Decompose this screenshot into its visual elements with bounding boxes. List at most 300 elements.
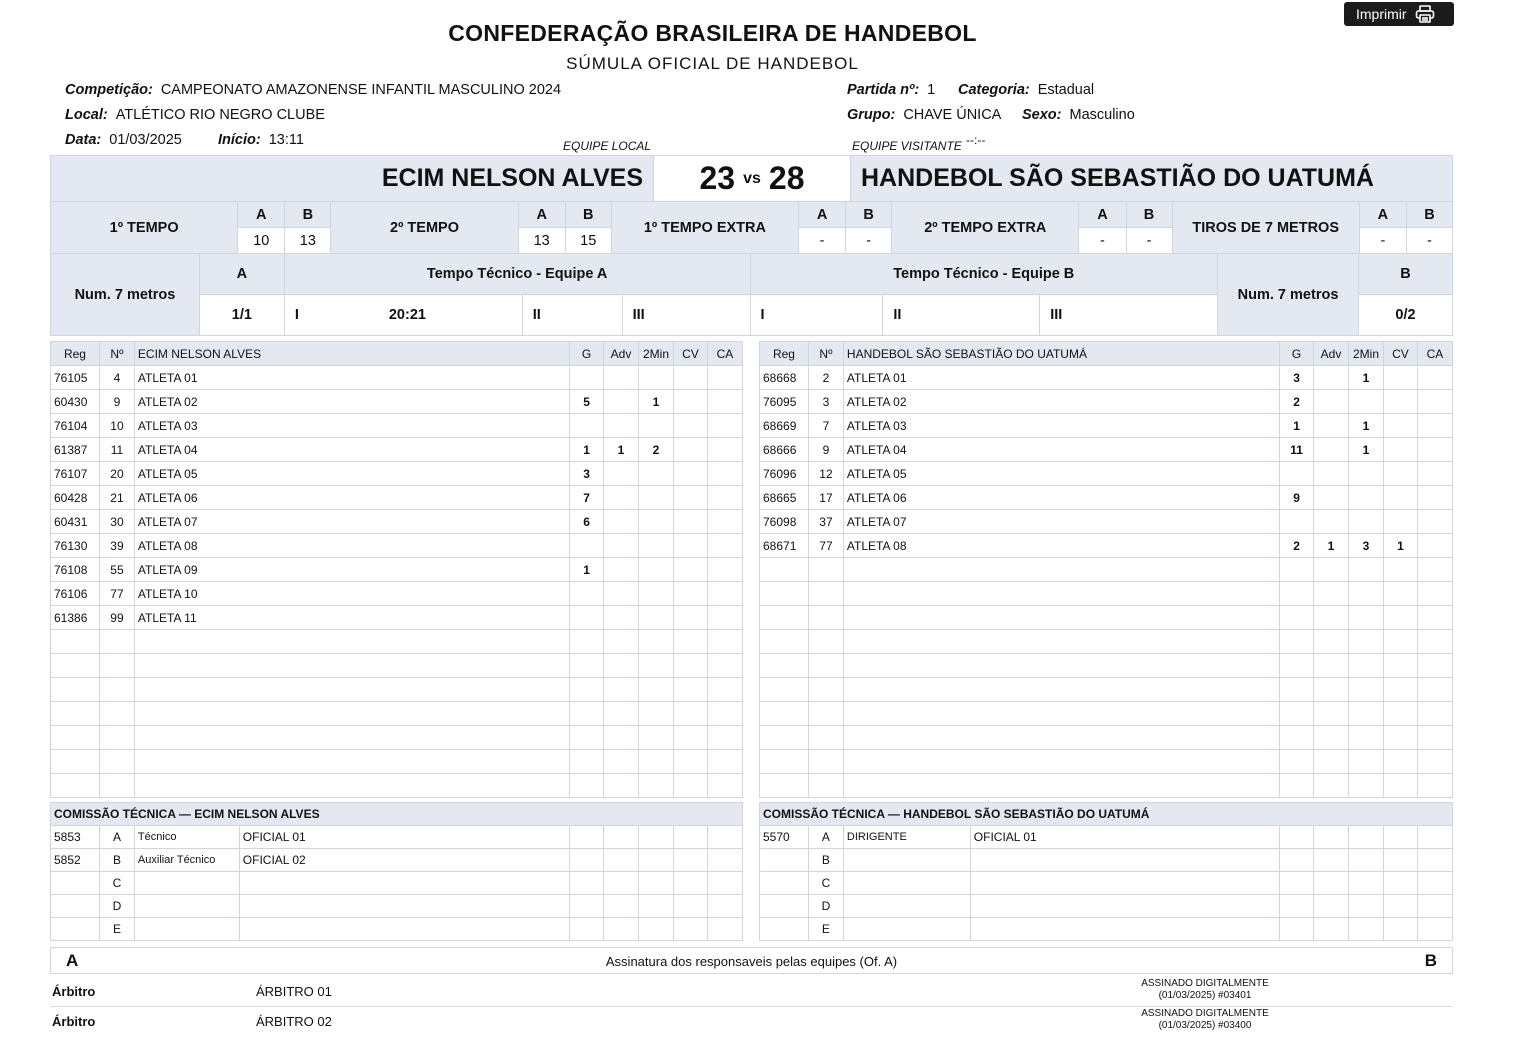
empty-cell <box>1418 918 1453 941</box>
player-row <box>51 558 743 582</box>
player-name: ATLETA 01 <box>134 366 569 390</box>
empty-cell <box>99 678 134 702</box>
empty-cell <box>843 726 1279 750</box>
player-name: ATLETA 08 <box>134 534 569 558</box>
empty-cell <box>808 750 843 774</box>
empty-cell <box>639 774 674 798</box>
staff-reg <box>760 895 809 918</box>
player-cv <box>1383 438 1417 462</box>
empty-cell <box>808 654 843 678</box>
player-ca <box>1417 534 1452 558</box>
empty-cell <box>760 558 809 582</box>
col-b-header: B <box>1406 202 1452 228</box>
empty-cell <box>843 606 1279 630</box>
player-adv <box>604 390 639 414</box>
roster-header-row <box>760 342 1453 366</box>
player-name: ATLETA 07 <box>843 510 1279 534</box>
player-goals: 1 <box>1280 414 1314 438</box>
empty-cell <box>1383 726 1417 750</box>
empty-row <box>760 678 1453 702</box>
roster-header-row <box>51 342 743 366</box>
empty-cell <box>639 654 674 678</box>
col-a-header: A <box>518 202 565 228</box>
player-number: 2 <box>808 366 843 390</box>
player-2min <box>639 534 674 558</box>
player-adv <box>1314 390 1349 414</box>
player-number: 9 <box>99 390 134 414</box>
player-number: 4 <box>99 366 134 390</box>
player-2min <box>639 414 674 438</box>
period-extra1-label: 1º TEMPO EXTRA <box>611 202 798 254</box>
empty-cell <box>1417 558 1452 582</box>
staff-name <box>239 872 569 895</box>
empty-cell <box>674 849 708 872</box>
adv-header: Adv <box>1314 342 1349 366</box>
empty-cell <box>51 678 100 702</box>
player-number: 10 <box>99 414 134 438</box>
player-name: ATLETA 06 <box>843 486 1279 510</box>
player-2min: 1 <box>639 390 674 414</box>
empty-cell <box>1280 558 1314 582</box>
staff-row <box>51 849 743 872</box>
player-adv <box>604 582 639 606</box>
player-row <box>51 486 743 510</box>
empty-row <box>51 678 743 702</box>
empty-cell <box>843 630 1279 654</box>
empty-cell <box>1349 726 1384 750</box>
player-adv <box>604 366 639 390</box>
empty-cell <box>570 895 604 918</box>
empty-cell <box>99 750 134 774</box>
empty-cell <box>639 726 674 750</box>
meta-local: Local: ATLÉTICO RIO NEGRO CLUBE <box>65 107 325 123</box>
signature-b-label: B <box>1424 951 1437 970</box>
empty-cell <box>134 630 569 654</box>
team-name-header: HANDEBOL SÃO SEBASTIÃO DO UATUMÁ <box>843 342 1279 366</box>
away-score: 28 <box>768 160 805 196</box>
goals-header: G <box>1280 342 1314 366</box>
empty-cell <box>1349 558 1384 582</box>
player-row <box>51 534 743 558</box>
signature-a-label: A <box>66 951 79 970</box>
player-reg: 61386 <box>51 606 100 630</box>
empty-cell <box>1384 872 1418 895</box>
timeout-a-1: I 20:21 <box>284 295 522 336</box>
player-cv: 1 <box>1383 534 1417 558</box>
empty-cell <box>760 582 809 606</box>
referee-role: Árbitro <box>52 984 96 999</box>
player-name: ATLETA 11 <box>134 606 569 630</box>
staff-row <box>51 918 743 941</box>
player-goals: 2 <box>1280 534 1314 558</box>
empty-row <box>760 558 1453 582</box>
col-a-header: A <box>238 202 285 228</box>
player-goals <box>570 366 604 390</box>
empty-cell <box>673 750 707 774</box>
meta-competicao: Competição: CAMPEONATO AMAZONENSE INFANTIL MASCULINO 2024 <box>65 82 562 98</box>
empty-cell <box>1384 918 1418 941</box>
empty-cell <box>134 726 569 750</box>
empty-cell <box>1280 895 1314 918</box>
empty-cell <box>808 582 843 606</box>
player-goals: 1 <box>570 438 604 462</box>
empty-cell <box>1383 678 1417 702</box>
player-cv <box>1383 366 1417 390</box>
reg-header: Reg <box>51 342 100 366</box>
player-reg: 61387 <box>51 438 100 462</box>
player-adv <box>1314 438 1349 462</box>
player-number: 77 <box>808 534 843 558</box>
period-extra2-label: 2º TEMPO EXTRA <box>892 202 1079 254</box>
empty-cell <box>639 630 674 654</box>
player-goals: 3 <box>570 462 604 486</box>
empty-cell <box>760 726 809 750</box>
empty-cell <box>1280 872 1314 895</box>
away-roster-table <box>759 341 1453 798</box>
empty-cell <box>674 872 708 895</box>
player-goals: 7 <box>570 486 604 510</box>
staff-role <box>134 918 239 941</box>
player-ca <box>707 510 742 534</box>
player-name: ATLETA 07 <box>134 510 569 534</box>
player-2min <box>1349 390 1384 414</box>
away-staff-table <box>759 802 1453 941</box>
empty-cell <box>760 678 809 702</box>
empty-cell <box>99 654 134 678</box>
staff-letter: D <box>99 895 134 918</box>
num-header: Nº <box>808 342 843 366</box>
num7-a-header: A <box>199 254 284 295</box>
staff-role: DIRIGENTE <box>843 826 970 849</box>
player-adv: 1 <box>604 438 639 462</box>
empty-row <box>51 774 743 798</box>
player-2min <box>1349 510 1384 534</box>
empty-cell <box>1280 750 1314 774</box>
staff-letter: C <box>99 872 134 895</box>
player-ca <box>707 558 742 582</box>
player-2min: 1 <box>1349 414 1384 438</box>
timeout-b-2: II <box>883 295 1040 336</box>
empty-cell <box>673 654 707 678</box>
player-goals <box>570 414 604 438</box>
staff-role <box>134 895 239 918</box>
staff-letter: D <box>808 895 843 918</box>
empty-cell <box>760 702 809 726</box>
empty-row <box>51 702 743 726</box>
player-cv <box>1383 486 1417 510</box>
empty-cell <box>1417 582 1452 606</box>
empty-row <box>51 726 743 750</box>
player-adv <box>604 510 639 534</box>
player-cv <box>673 558 707 582</box>
empty-cell <box>134 654 569 678</box>
referee-row <box>50 1006 1453 1036</box>
empty-cell <box>808 558 843 582</box>
empty-cell <box>673 678 707 702</box>
empty-cell <box>51 774 100 798</box>
empty-cell <box>1280 918 1314 941</box>
empty-cell <box>843 558 1279 582</box>
empty-cell <box>1349 702 1384 726</box>
player-reg: 76130 <box>51 534 100 558</box>
empty-cell <box>843 654 1279 678</box>
staff-name <box>970 918 1279 941</box>
empty-cell <box>1349 774 1384 798</box>
player-cv <box>1383 462 1417 486</box>
player-number: 30 <box>99 510 134 534</box>
print-button-label: Imprimir <box>1356 6 1407 22</box>
player-row <box>760 438 1453 462</box>
cv-header: CV <box>673 342 707 366</box>
empty-cell <box>760 774 809 798</box>
player-number: 11 <box>99 438 134 462</box>
timeout-a-2: II <box>522 295 622 336</box>
empty-cell <box>604 849 639 872</box>
staff-name <box>970 849 1279 872</box>
period-second-a: 13 <box>518 228 565 254</box>
2min-header: 2Min <box>639 342 674 366</box>
empty-cell <box>604 895 639 918</box>
period-extra2-b: - <box>1126 228 1172 254</box>
staff-row <box>760 918 1453 941</box>
player-adv <box>604 558 639 582</box>
timeout-a-3: III <box>622 295 750 336</box>
player-name: ATLETA 05 <box>134 462 569 486</box>
staff-row <box>51 872 743 895</box>
meta-grupo: Grupo: CHAVE ÚNICA <box>847 107 1002 123</box>
empty-cell <box>1349 918 1384 941</box>
meta-data: Data: 01/03/2025 <box>65 132 182 148</box>
timeout-team-b-title: Tempo Técnico - Equipe B <box>750 254 1218 295</box>
empty-cell <box>1418 895 1453 918</box>
team-signature-bar <box>50 947 1453 974</box>
player-row <box>51 582 743 606</box>
reg-header: Reg <box>760 342 809 366</box>
empty-cell <box>1280 826 1314 849</box>
meta-inicio: Início: 13:11 <box>218 132 304 148</box>
empty-cell <box>639 918 674 941</box>
staff-reg <box>51 895 100 918</box>
empty-cell <box>570 872 604 895</box>
empty-cell <box>808 702 843 726</box>
empty-row <box>760 750 1453 774</box>
staff-reg: 5852 <box>51 849 100 872</box>
empty-cell <box>1314 872 1349 895</box>
empty-cell <box>134 678 569 702</box>
player-ca <box>707 462 742 486</box>
staff-name: OFICIAL 02 <box>239 849 569 872</box>
final-score <box>653 156 851 201</box>
staff-name <box>970 872 1279 895</box>
empty-cell <box>808 606 843 630</box>
empty-row <box>51 630 743 654</box>
player-goals <box>1280 462 1314 486</box>
empty-cell <box>1314 654 1349 678</box>
player-cv <box>673 582 707 606</box>
player-name: ATLETA 09 <box>134 558 569 582</box>
empty-cell <box>51 702 100 726</box>
num7-b-value: 0/2 <box>1358 295 1452 336</box>
empty-cell <box>1314 895 1349 918</box>
empty-cell <box>1383 702 1417 726</box>
player-name: ATLETA 04 <box>843 438 1279 462</box>
staff-row <box>760 872 1453 895</box>
num-header: Nº <box>99 342 134 366</box>
player-adv <box>604 486 639 510</box>
player-row <box>760 534 1453 558</box>
player-2min <box>1349 462 1384 486</box>
empty-cell <box>1349 678 1384 702</box>
player-reg: 76106 <box>51 582 100 606</box>
equipe-local-label: EQUIPE LOCAL <box>563 139 652 153</box>
empty-cell <box>808 630 843 654</box>
player-reg: 60431 <box>51 510 100 534</box>
player-number: 17 <box>808 486 843 510</box>
period-extra1-a: - <box>799 228 846 254</box>
player-cv <box>673 438 707 462</box>
meta-categoria: Categoria: Estadual <box>958 82 1095 98</box>
empty-cell <box>1383 606 1417 630</box>
empty-cell <box>673 774 707 798</box>
empty-cell <box>673 726 707 750</box>
vs-label: vs <box>743 169 761 187</box>
player-2min <box>639 606 674 630</box>
empty-cell <box>674 826 708 849</box>
equipe-visitante-time: --:-- <box>966 133 986 147</box>
player-number: 99 <box>99 606 134 630</box>
empty-cell <box>843 582 1279 606</box>
empty-cell <box>1280 678 1314 702</box>
empty-cell <box>99 774 134 798</box>
period-first-a: 10 <box>238 228 285 254</box>
player-number: 77 <box>99 582 134 606</box>
adv-header: Adv <box>604 342 639 366</box>
empty-cell <box>1280 774 1314 798</box>
empty-cell <box>1314 918 1349 941</box>
empty-cell <box>1417 726 1452 750</box>
staff-reg: 5853 <box>51 826 100 849</box>
timeouts-table <box>50 253 1453 336</box>
player-adv <box>604 414 639 438</box>
empty-row <box>760 606 1453 630</box>
player-adv <box>604 534 639 558</box>
document-subtitle: SÚMULA OFICIAL DE HANDEBOL <box>566 54 859 73</box>
empty-cell <box>1384 826 1418 849</box>
empty-cell <box>604 702 639 726</box>
empty-cell <box>604 872 639 895</box>
player-row <box>760 462 1453 486</box>
empty-cell <box>708 849 743 872</box>
empty-cell <box>1314 606 1349 630</box>
player-reg: 76098 <box>760 510 809 534</box>
player-ca <box>1417 510 1452 534</box>
player-adv <box>1314 414 1349 438</box>
player-name: ATLETA 06 <box>134 486 569 510</box>
empty-cell <box>570 654 604 678</box>
timeout-b-1: I <box>750 295 883 336</box>
player-goals: 3 <box>1280 366 1314 390</box>
empty-row <box>760 726 1453 750</box>
player-ca <box>707 390 742 414</box>
period-sevens-a: - <box>1359 228 1406 254</box>
player-reg: 68665 <box>760 486 809 510</box>
away-staff-title: COMISSÃO TÉCNICA — HANDEBOL SÃO SEBASTIÃO DO UATUMÁ <box>760 803 1453 826</box>
empty-cell <box>1280 702 1314 726</box>
num7-label-a: Num. 7 metros <box>51 254 200 336</box>
player-row <box>51 438 743 462</box>
player-goals <box>570 606 604 630</box>
empty-cell <box>1280 582 1314 606</box>
empty-cell <box>1349 872 1384 895</box>
player-row <box>51 414 743 438</box>
player-row <box>51 510 743 534</box>
player-ca <box>1417 462 1452 486</box>
empty-cell <box>843 750 1279 774</box>
empty-cell <box>1349 582 1384 606</box>
empty-cell <box>99 726 134 750</box>
empty-cell <box>604 726 639 750</box>
player-ca <box>707 414 742 438</box>
scoreboard <box>50 155 1453 202</box>
player-ca <box>707 606 742 630</box>
empty-cell <box>674 895 708 918</box>
empty-row <box>760 702 1453 726</box>
empty-cell <box>1418 826 1453 849</box>
staff-letter: B <box>99 849 134 872</box>
empty-cell <box>1383 630 1417 654</box>
staff-letter: E <box>808 918 843 941</box>
empty-cell <box>1417 774 1452 798</box>
player-ca <box>707 486 742 510</box>
empty-cell <box>1417 630 1452 654</box>
empty-cell <box>1383 558 1417 582</box>
empty-cell <box>1384 895 1418 918</box>
document-title: CONFEDERAÇÃO BRASILEIRA DE HANDEBOL <box>448 20 977 46</box>
empty-cell <box>1349 895 1384 918</box>
empty-cell <box>808 678 843 702</box>
empty-cell <box>604 630 639 654</box>
player-name: ATLETA 01 <box>843 366 1279 390</box>
empty-cell <box>708 872 743 895</box>
staff-reg <box>760 918 809 941</box>
empty-cell <box>604 678 639 702</box>
staff-role <box>843 872 970 895</box>
period-extra2-a: - <box>1079 228 1126 254</box>
staff-row <box>760 849 1453 872</box>
player-cv <box>1383 390 1417 414</box>
col-a-header: A <box>1079 202 1126 228</box>
empty-cell <box>707 726 742 750</box>
staff-name: OFICIAL 01 <box>239 826 569 849</box>
empty-cell <box>1349 849 1384 872</box>
empty-cell <box>674 918 708 941</box>
player-reg: 76104 <box>51 414 100 438</box>
player-reg: 60428 <box>51 486 100 510</box>
player-number: 37 <box>808 510 843 534</box>
empty-row <box>760 630 1453 654</box>
timeout-b-3: III <box>1040 295 1218 336</box>
player-goals <box>570 534 604 558</box>
player-2min <box>639 510 674 534</box>
player-ca <box>707 438 742 462</box>
player-adv <box>1314 462 1349 486</box>
period-sevens-label: TIROS DE 7 METROS <box>1172 202 1359 254</box>
player-cv <box>1383 510 1417 534</box>
away-team-name: HANDEBOL SÃO SEBASTIÃO DO UATUMÁ <box>861 164 1374 192</box>
player-ca <box>707 534 742 558</box>
referee-digital-signature: ASSINADO DIGITALMENTE (01/03/2025) #03401 <box>1141 978 1269 1001</box>
staff-name: OFICIAL 01 <box>970 826 1279 849</box>
